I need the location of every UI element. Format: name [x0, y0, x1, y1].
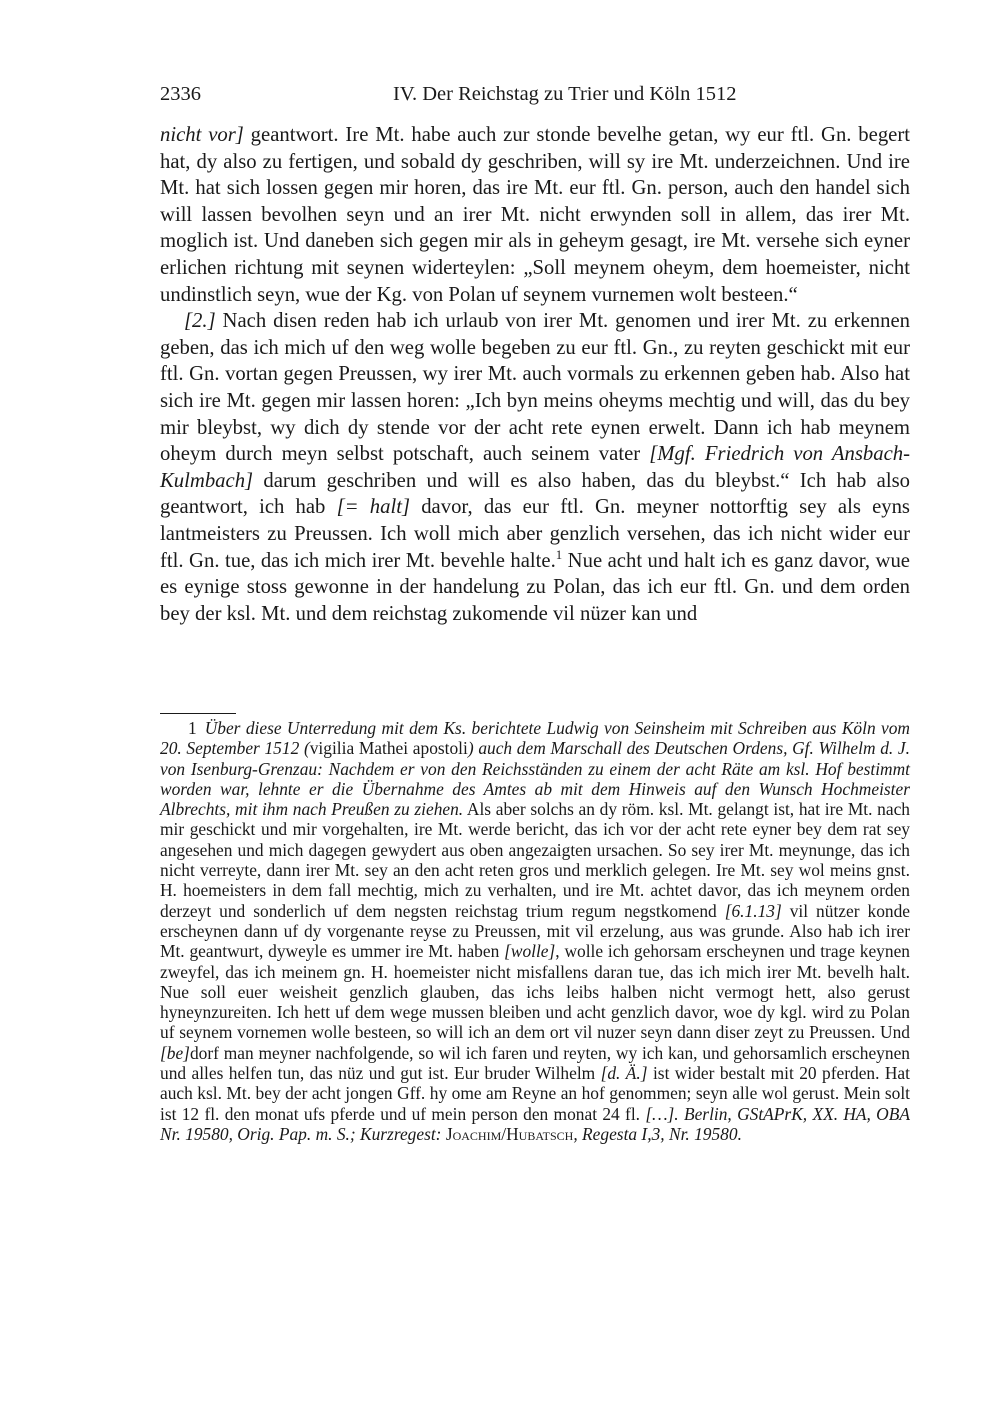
footnote-reference[interactable]: 1 [555, 547, 563, 562]
editorial-italic: , Regesta I,3, Nr. 19580. [573, 1123, 742, 1144]
editorial-italic: [d. Ä.] [600, 1063, 648, 1084]
editorial-italic: [be] [160, 1042, 190, 1063]
text-run: vigilia Mathei apostoli [309, 738, 468, 759]
editorial-italic: [= halt] [336, 496, 411, 519]
editorial-italic: ) auch dem Marschall des Deutschen Ordens, Gf. Wilhelm d. J. von Isenburg-Grenzau: Nachdem er von den Reichsständen zu einem der acht Räte am ksl. Hof bestimmt worden war, lehnte er die Übernahme des Amtes ab mit dem Hinweis auf den Wunsch Hochmeister Albrechts, mit ihm nach Preußen zu ziehen. [160, 738, 910, 820]
editorial-italic: [Mgf. Friedrich von Ansbach-Kulmbach] [160, 443, 910, 492]
running-title: IV. Der Reichstag zu Trier und Köln 1512 [393, 83, 737, 105]
text-run: Nach disen reden hab ich urlaub von irer Mt. genomen und irer Mt. zu erkennen geben, das ich mich uf den weg wolle begeben zu eur ftl. Gn., zu reyten geschickt mit eur ftl. Gn. vortan gegen Preussen, wy irer Mt. auch vormals zu erkennen geben hab. Also hat sich ire Mt. gegen mir lassen horen: „Ich byn meins oheyms mechtig und will, das du bey mir bleybst, wy dich dy stende vor der acht rete eynen erwelt. Dann ich hab meynem oheym durch meyn selbst potschaft, auch seinem vater [160, 310, 910, 466]
text-run: dorf man meyner nachfolgende, so wil ich faren und reyten, wy ich kan, und gehorsamlich erscheynen und alles helfen tun, das nüz und gut ist. Eur bruder Wilhelm [160, 1042, 910, 1084]
editorial-italic: Über diese Unterredung mit dem Ks. berichtete Ludwig von Seinsheim mit Schreiben aus Köln vom 20. September 1512 ( [160, 718, 910, 759]
editorial-italic: […]. Berlin, GStAPrK, XX. HA, OBA Nr. 19580, Orig. Pap. m. S.; Kurzregest: [160, 1103, 910, 1144]
text-run: ist wider bestalt mit 20 pferden. Hat auch ksl. Mt. bey der acht jongen Gff. hy ome am Reyne an hof genommen; seyn alle wol gerust. Mein solt ist 12 fl. den monat ufs pferde und uf mein person den monat 24 fl. [160, 1063, 910, 1124]
text-run: darum geschriben und will es also haben, das du bleybst.“ Ich hab also geantwort, ich hab [160, 469, 910, 519]
editorial-italic: [wolle] [504, 941, 556, 962]
text-run: Als aber solchs an dy röm. ksl. Mt. gelangt ist, hat ire Mt. nach mir geschickt und mir vorgehalten, ire Mt. werde bericht, das ich vor der acht rete eyner bey dem rat sey angesehen und mich dagegen gewydert aus oben angezaigten ursachen. So sey irer Mt. meynunge, das ich nicht verreyte, dann irer Mt. sey an den acht reten gros und merklich gelegen. Ire Mt. sey wol meins gnst. H. hoemeisters in dem fall mechtig, mich zu verhalten, und ire Mt. achtet davor, das ich meynem orden derzeyt und sonderlich uf dem negsten reichstag trium regum negstkomend [160, 799, 910, 921]
text-run: Nue acht und halt ich es ganz davor, wue es eynige stoss gewonne in der handelung zu Polan, das ich eur ftl. Gn. und dem orden bey der ksl. Mt. und dem reichstag zukomende vil nüzer kan und [160, 549, 910, 625]
main-text [160, 122, 910, 627]
paragraph-2 [160, 308, 910, 627]
text-run: geantwort. Ire Mt. habe auch zur stonde bevelhe getan, wy eur ftl. Gn. begert hat, dy also zu fertigen, und sobald dy geschriben, will sy ire Mt. underzeichnen. Und ire Mt. hat sich lossen gegen mir horen, das ire Mt. eur ftl. Gn. person, auch den handel sich will lassen bevolhen seyn und an irer Mt. nicht erwynden soll in allem, das irer Mt. moglich ist. Und daneben sich gegen mir als in geheym gesagt, ire Mt. versehe sich eyner erlichen richtung mit seynen widerteylen: „Soll meynem oheym, dem hoemeister, nicht undinstlich seyn, wue der Kg. von Polan uf seynem vurnemen wolt besteen.“ [160, 124, 910, 306]
footnote-1 [160, 718, 910, 1144]
text-run: vil nützer konde erscheynen dann uf dy vorgenante reyse zu Preussen, mit vil erzelung, aus was grunde. Also hab ich irer Mt. geantwurt, dyweyle es ummer ire Mt. haben [160, 900, 910, 962]
footnote-rule [160, 713, 236, 714]
editorial-italic: [6.1.13] [724, 900, 782, 921]
author-name: Joachim/Hubatsch [445, 1123, 574, 1144]
editorial-italic: nicht vor] [160, 124, 244, 146]
footnotes [160, 718, 910, 1144]
section-number: [2.] [184, 310, 216, 333]
page-number: 2336 [160, 83, 201, 105]
footnote-number: 1 [188, 718, 197, 738]
paragraph-1 [160, 122, 910, 308]
text-run: , wolle ich gehorsam erscheynen und trage keynen zweyfel, das ich meinem gn. H. hoemeister nicht misfallens daran tue, das ich mich irer Mt. bevelh halt. Nue soll euer weisheit genzlich glauben, das ichs leibs halben nicht vermogt hett, also gerust hyneynzureiten. Ich hett uf dem wege mussen bleiben und acht genzlich davor, woe dy kgl. wird zu Polan uf seynem vornemen wolle besteen, so will ich an dem ort vil nuzer seyn dann diser zeyt zu Preussen. Und [160, 941, 910, 1043]
running-header [160, 80, 910, 108]
text-run: davor, das eur ftl. Gn. meyner nottorftig sey als eyns lantmeisters zu Preussen. Ich woll mich aber genzlich versehen, das ich nicht wider eur ftl. Gn. tue, das ich mich irer Mt. bevehle halte. [160, 496, 910, 572]
